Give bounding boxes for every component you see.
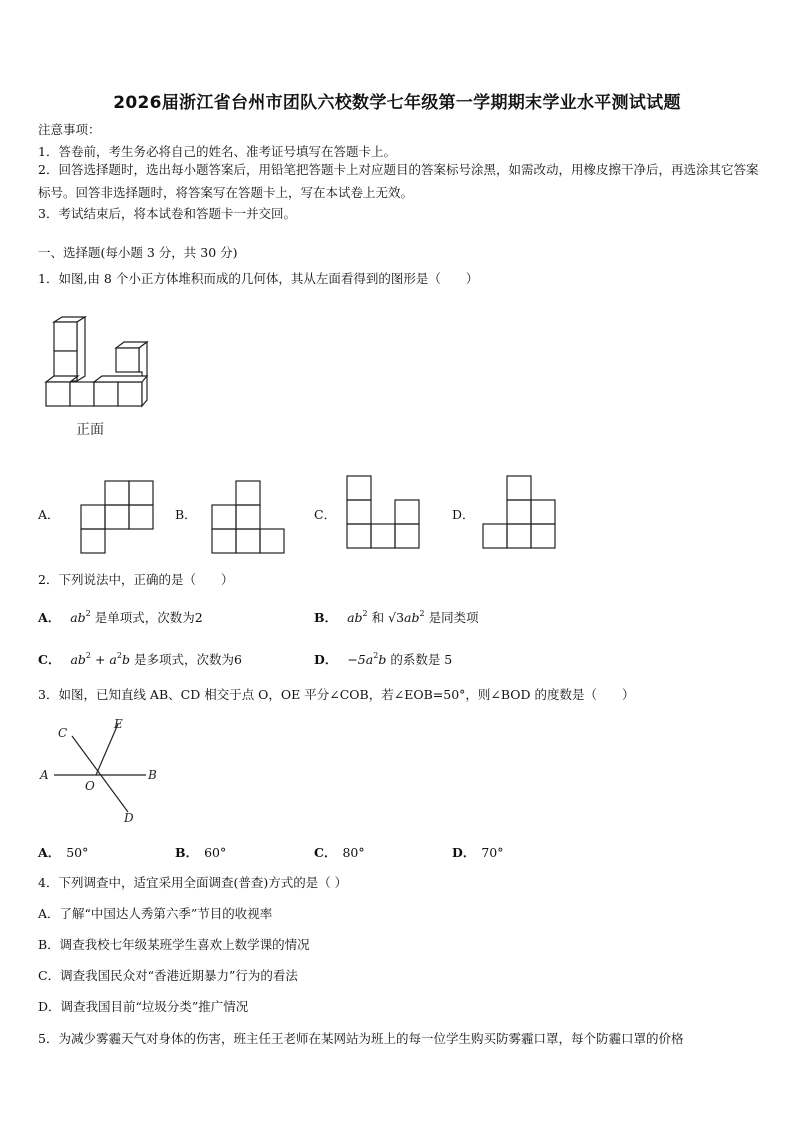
q2-c-exp-1: 2 bbox=[85, 651, 91, 660]
q5-stem: 5．为减少雾霾天气对身体的伤害，班主任王老师在某网站为班上的每一位学生购买防雾霾口罩，每个防霾口罩的价格 bbox=[38, 1031, 684, 1046]
q2-b-expr-2: ab bbox=[404, 610, 420, 625]
q3-option-b[interactable] bbox=[175, 843, 226, 861]
q3-option-a-value: 50° bbox=[66, 845, 89, 860]
q3-line-cd bbox=[72, 736, 128, 812]
q3-ray-oe bbox=[96, 724, 118, 775]
q2-b-text: 是同类项 bbox=[428, 610, 479, 625]
q1-option-c-figure bbox=[345, 475, 423, 551]
q2-c-exp-2: 2 bbox=[116, 651, 122, 660]
q3-intersecting-lines-figure bbox=[36, 714, 166, 826]
q4-option-c[interactable]: C．调查我国民众对“香港近期暴力”行为的看法 bbox=[38, 968, 298, 983]
q4-stem: 4．下列调查中，适宜采用全面调查(普查)方式的是（ ） bbox=[38, 875, 348, 890]
q4-option-a[interactable]: A．了解“中国达人秀第六季”节目的收视率 bbox=[38, 906, 273, 921]
q2-c-text: 是多项式，次数为6 bbox=[133, 652, 242, 667]
q3-point-b: B bbox=[148, 768, 157, 782]
q2-option-d-label: D． bbox=[314, 652, 338, 667]
q1-option-c-label[interactable]: C． bbox=[314, 507, 337, 522]
q2-a-text: 是单项式，次数为2 bbox=[94, 610, 203, 625]
q2-d-term-1: −5a bbox=[347, 652, 374, 667]
notice-heading: 注意事项： bbox=[38, 122, 101, 137]
q3-point-c: C bbox=[58, 726, 68, 740]
q3-point-d: D bbox=[124, 811, 134, 825]
q2-b-exp-2: 2 bbox=[419, 609, 425, 618]
q1-option-d-label[interactable]: D． bbox=[452, 507, 475, 522]
q1-option-d-figure bbox=[482, 475, 560, 551]
q2-b-exp-1: 2 bbox=[362, 609, 368, 618]
q3-point-o: O bbox=[85, 779, 95, 793]
q3-option-d[interactable] bbox=[452, 843, 504, 861]
q2-c-term-1: ab bbox=[70, 652, 86, 667]
q3-option-c[interactable] bbox=[314, 843, 365, 861]
q1-stem: 1．如图,由 8 个小正方体堆积而成的几何体，其从左面看得到的图形是（ ） bbox=[38, 271, 479, 286]
q3-option-d-label: D． bbox=[452, 845, 476, 860]
q1-option-a-figure bbox=[80, 480, 158, 554]
q1-option-a-label[interactable]: A． bbox=[38, 507, 60, 522]
q2-d-exp: 2 bbox=[373, 651, 379, 660]
q2-option-c[interactable] bbox=[38, 650, 242, 668]
q1-front-caption: 正面 bbox=[76, 422, 104, 438]
q3-option-c-value: 80° bbox=[342, 845, 365, 860]
q3-option-c-label: C． bbox=[314, 845, 337, 860]
q3-option-b-value: 60° bbox=[204, 845, 227, 860]
q2-c-plus: + bbox=[91, 652, 110, 667]
q2-d-term-2: b bbox=[378, 652, 387, 667]
q1-solid-figure bbox=[40, 316, 160, 442]
notice-item-3: 3．考试结束后，将本试卷和答题卡一并交回。 bbox=[38, 206, 296, 221]
q2-b-expr-1: ab bbox=[347, 610, 363, 625]
q3-stem: 3．如图，已知直线 AB、CD 相交于点 O，OE 平分∠COB，若∠EOB=50°，则∠BOD 的度数是（ ） bbox=[38, 687, 635, 702]
q3-point-a: A bbox=[40, 768, 49, 782]
q1-option-b-figure bbox=[210, 480, 288, 554]
q2-option-b-label: B． bbox=[314, 610, 338, 625]
q2-c-term-3: b bbox=[121, 652, 130, 667]
q3-option-a-label: A． bbox=[38, 845, 61, 860]
q3-option-b-label: B． bbox=[175, 845, 199, 860]
q4-option-d[interactable]: D．调查我国目前“垃圾分类”推广情况 bbox=[38, 999, 249, 1014]
q2-b-and: 和 bbox=[371, 610, 385, 625]
q4-option-b[interactable]: B．调查我校七年级某班学生喜欢上数学课的情况 bbox=[38, 937, 310, 952]
q2-a-expr: ab bbox=[70, 610, 86, 625]
q2-d-text: 的系数是 5 bbox=[390, 652, 453, 667]
notice-item-2: 2．回答选择题时，选出每小题答案后，用铅笔把答题卡上对应题目的答案标号涂黑，如需改动，用橡皮擦干净后，再选涂其它答案标号。回答非选择题时，将答案写在答题卡上，写在本试卷上无效。 bbox=[38, 162, 759, 200]
q3-option-a[interactable] bbox=[38, 843, 88, 861]
exam-title: 2026届浙江省台州市团队六校数学七年级第一学期期末学业水平测试试题 bbox=[113, 93, 681, 113]
notice-item-1: 1．答卷前，考生务必将自己的姓名、准考证号填写在答题卡上。 bbox=[38, 144, 396, 159]
q2-option-d[interactable] bbox=[314, 650, 452, 668]
q2-option-b[interactable] bbox=[314, 608, 479, 626]
q3-option-d-value: 70° bbox=[481, 845, 504, 860]
q2-option-a[interactable] bbox=[38, 608, 203, 626]
q2-option-a-label: A． bbox=[38, 610, 61, 625]
q2-stem: 2．下列说法中，正确的是（ ） bbox=[38, 572, 234, 587]
q2-option-c-label: C． bbox=[38, 652, 61, 667]
section-heading: 一、选择题(每小题 3 分，共 30 分) bbox=[38, 245, 238, 260]
q2-c-term-2: a bbox=[109, 652, 117, 667]
q2-b-sqrt: √3 bbox=[388, 610, 405, 625]
q1-option-b-label[interactable]: B． bbox=[175, 507, 197, 522]
q3-point-e: E bbox=[114, 717, 123, 731]
q2-a-exp: 2 bbox=[85, 609, 91, 618]
